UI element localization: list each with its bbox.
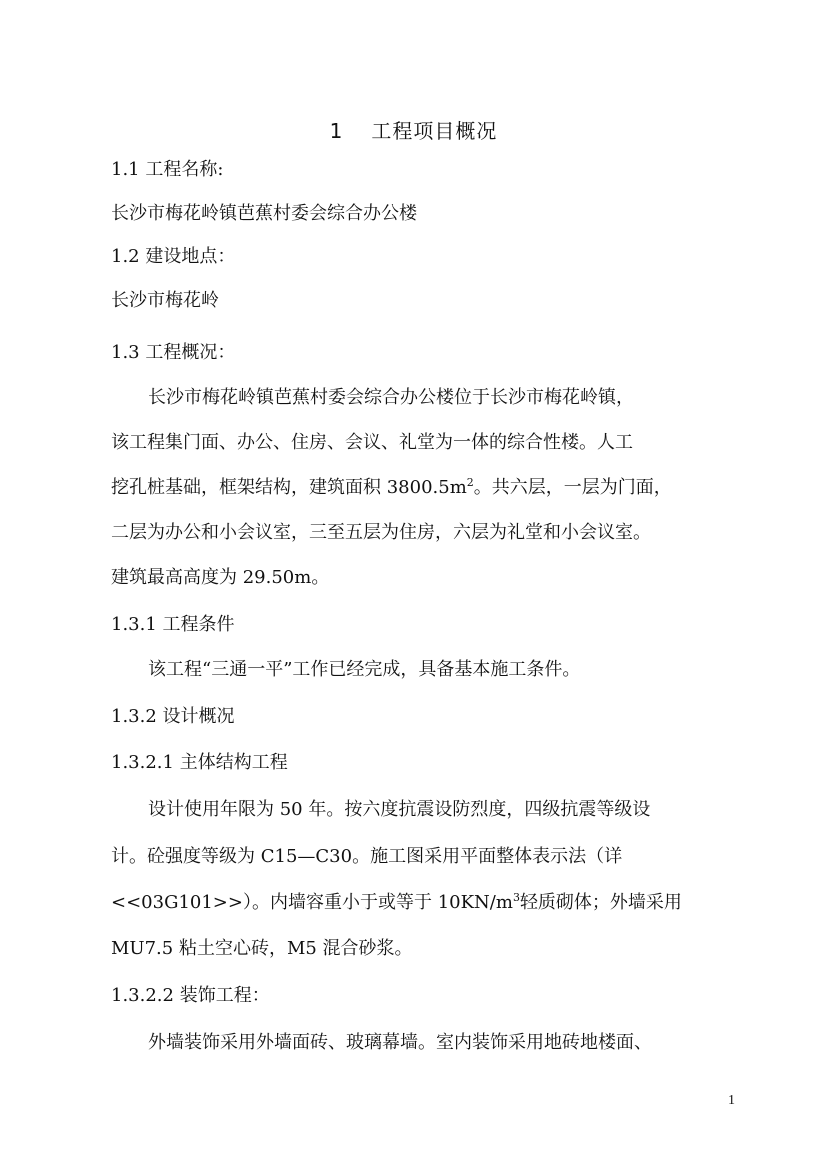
heading-location: 1.2 建设地点： [111, 246, 236, 267]
overview-line-5: 建筑最高高度为 29.50m。 [111, 567, 330, 588]
structure-line-1: 设计使用年限为 50 年。按六度抗震设防烈度，四级抗震等级设 [148, 799, 651, 820]
structure-line-4: MU7.5 粘土空心砖，M5 混合砂浆。 [111, 938, 413, 959]
density-superscript: 3 [512, 891, 520, 904]
heading-structure: 1.3.2.1 主体结构工程 [111, 752, 288, 773]
location: 长沙市梅花岭 [111, 290, 219, 311]
structure-line-3: <<03G101>>）。内墙容重小于或等于 $10KN/m^3$轻质砌体；外墙采用 [111, 891, 682, 913]
conditions-text: 该工程“三通一平”工作已经完成，具备基本施工条件。 [148, 659, 581, 680]
decoration-line-1: 外墙装饰采用外墙面砖、玻璃幕墙。室内装饰采用地砖地楼面、 [148, 1032, 652, 1053]
heading-project-name: 1.1 工程名称: [111, 159, 224, 180]
project-name: 长沙市梅花岭镇芭蕉村委会综合办公楼 [111, 203, 417, 224]
section-title [0, 115, 827, 144]
section-title-text: 工程项目概况 [371, 119, 498, 143]
overview-line-3: 挖孔桩基础，框架结构，建筑面积 $3800.5m^2$。共六层，一层为门面， [111, 476, 672, 498]
area-superscript: 2 [466, 476, 474, 489]
heading-design: 1.3.2 设计概况 [111, 706, 235, 727]
heading-conditions: 1.3.1 工程条件 [111, 614, 235, 635]
heading-decoration: 1.3.2.2 装饰工程： [111, 985, 270, 1006]
overview-line-4: 二层为办公和小会议室，三至五层为住房，六层为礼堂和小会议室。 [111, 522, 651, 543]
overview-line-2: 该工程集门面、办公、住房、会议、礼堂为一体的综合性楼。人工 [111, 432, 633, 453]
overview-line-1: 长沙市梅花岭镇芭蕉村委会综合办公楼位于长沙市梅花岭镇， [148, 387, 634, 408]
heading-overview: 1.3 工程概况： [111, 342, 236, 363]
section-number: 1 [329, 119, 344, 143]
structure-line-2: 计。砼强度等级为 C15—C30。施工图采用平面整体表示法（详 [111, 846, 623, 867]
page-number: 1 [728, 1093, 735, 1108]
